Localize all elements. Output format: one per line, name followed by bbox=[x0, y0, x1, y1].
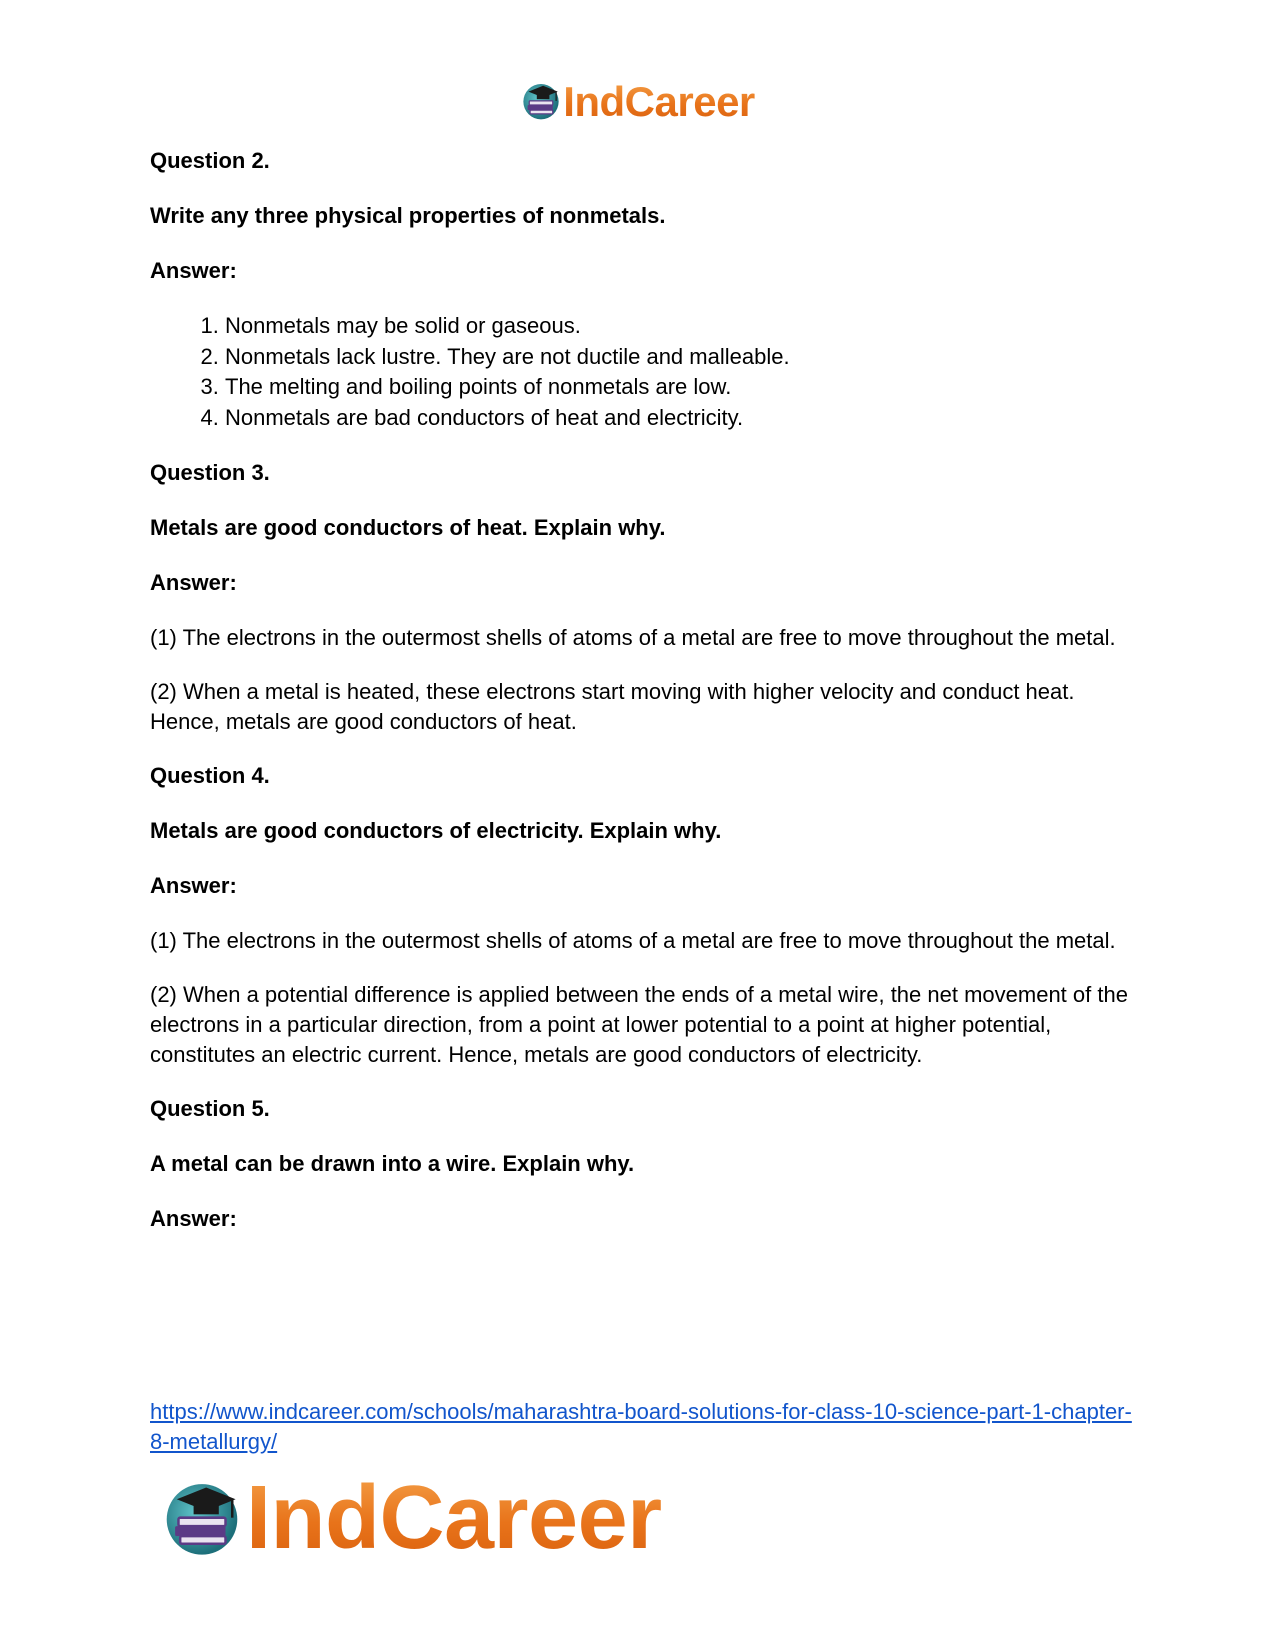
list-item: 3. The melting and boiling points of nonmetals are low. bbox=[225, 372, 1135, 403]
answer-list bbox=[150, 311, 1135, 433]
footer-logo-inner bbox=[160, 1468, 662, 1568]
answer-paragraph: (1) The electrons in the outermost shells of atoms of a metal are free to move throughout the metal. bbox=[150, 625, 1116, 650]
graduation-cap-globe-icon bbox=[160, 1474, 244, 1563]
logo-wordmark: IndCareer bbox=[563, 78, 755, 125]
question-text: Metals are good conductors of heat. Explain why. bbox=[150, 515, 666, 540]
answer-label: Answer: bbox=[150, 1206, 237, 1231]
source-link[interactable]: https://www.indcareer.com/schools/maharashtra-board-solutions-for-class-10-science-part-1-chapter-8-metallurgy/ bbox=[150, 1399, 1132, 1454]
question-text: Write any three physical properties of nonmetals. bbox=[150, 203, 666, 228]
question-heading: Question 4. bbox=[150, 763, 270, 788]
header-logo bbox=[520, 78, 755, 126]
answer-paragraph: (2) When a metal is heated, these electrons start moving with higher velocity and conduct heat. Hence, metals are good conductors of heat. bbox=[150, 679, 1075, 734]
footer-logo bbox=[160, 1468, 662, 1568]
question-text: A metal can be drawn into a wire. Explain why. bbox=[150, 1151, 635, 1176]
list-item: 1. Nonmetals may be solid or gaseous. bbox=[225, 311, 1135, 342]
list-item: 4. Nonmetals are bad conductors of heat and electricity. bbox=[225, 403, 1135, 434]
document-body bbox=[150, 146, 1135, 1259]
question-heading: Question 3. bbox=[150, 460, 270, 485]
question-text: Metals are good conductors of electricity. Explain why. bbox=[150, 818, 722, 843]
answer-paragraph: (1) The electrons in the outermost shells of atoms of a metal are free to move throughout the metal. bbox=[150, 928, 1116, 953]
header-logo-container bbox=[0, 78, 1275, 126]
answer-label: Answer: bbox=[150, 570, 237, 595]
question-heading: Question 2. bbox=[150, 148, 270, 173]
answer-paragraph: (2) When a potential difference is applied between the ends of a metal wire, the net movement of the electrons in a particular direction, from a point at lower potential to a point at higher potential, constitutes an electric current. Hence, metals are good conductors of electricity. bbox=[150, 982, 1128, 1067]
graduation-cap-globe-icon bbox=[520, 79, 562, 126]
logo-wordmark: IndCareer bbox=[246, 1468, 662, 1568]
answer-label: Answer: bbox=[150, 873, 237, 898]
answer-label: Answer: bbox=[150, 258, 237, 283]
question-heading: Question 5. bbox=[150, 1096, 270, 1121]
list-item: 2. Nonmetals lack lustre. They are not ductile and malleable. bbox=[225, 342, 1135, 373]
